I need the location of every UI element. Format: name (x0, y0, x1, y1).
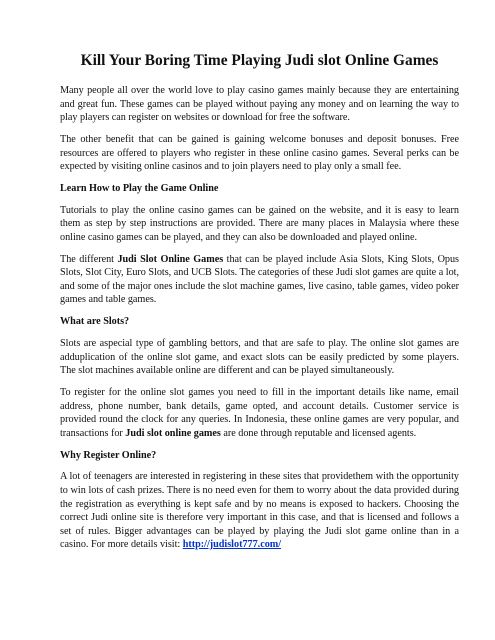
slots-paragraph: Slots are aspecial type of gambling bettors, and that are safe to play. The online slot games are adduplication of the online slot game, and exact slots can be easily predicted by some players. The slot machines available online are different and can be played simultaneously. (60, 338, 459, 377)
games-paragraph (60, 253, 459, 307)
register-bold-phrase: Judi slot online games (125, 427, 221, 439)
games-text-end: that can be played include Asia Slots, King Slots, Opus Slots, Slot City, Euro Slots, and UCB Slots. The categories of these Judi slot games are quite a lot, and some of the major ones include the slot machine games, live casino, table games, video poker games and table games. (60, 253, 459, 306)
section-heading-register: Why Register Online? (60, 449, 157, 461)
section-heading-learn: Learn How to Play the Game Online (60, 182, 219, 194)
page-title: Kill Your Boring Time Playing Judi slot Online Games (80, 52, 439, 69)
tutorial-paragraph: Tutorials to play the online casino games can be gained on the website, and it is easy to learn them as step by step instructions are provided. There are many places in Malaysia where these online casino games can be played, and they can also be downloaded and played online. (60, 204, 459, 243)
why-register-paragraph (60, 470, 459, 552)
games-text-start: The different (60, 253, 118, 265)
website-link[interactable]: http://judislot777.com/ (182, 539, 282, 551)
register-text-start: To register for the online slot games you need to fill in the important details like name, email address, phone number, bank details, game opted, and account details. Customer service is provided round the clock for any queries. In Indonesia, these online games are very popular, and transactions for (60, 387, 459, 439)
games-bold-phrase: Judi Slot Online Games (117, 253, 224, 265)
benefits-paragraph: The other benefit that can be gained is gaining welcome bonuses and deposit bonuses. Free resources are offered to players who register in these online casino games. Several perks can be expected by visiting online casinos and to join players need to play only a small fee. (60, 133, 459, 173)
register-details-paragraph (60, 386, 459, 440)
intro-paragraph: Many people all over the world love to play casino games mainly because they are entertaining and great fun. These games can be played without paying any money and on learning the way to play players can register on websites or download for free the software. (60, 85, 459, 124)
why-register-text: A lot of teenagers are interested in registering in these sites that providethem with the opportunity to win lots of cash prizes. There is no need even for them to worry about the data provided during the registration as everything is kept safe and by no means is exposed to hackers. Choosing the correct Judi online site is therefore very important in this case, and that is licensed and follows a set of rules. Bigger advantages can be played by playing the Judi slot game online than in a casino. For more details visit: (60, 471, 459, 551)
register-text-end: are done through reputable and licensed agents. (220, 427, 417, 439)
section-heading-slots: What are Slots? (60, 316, 130, 328)
